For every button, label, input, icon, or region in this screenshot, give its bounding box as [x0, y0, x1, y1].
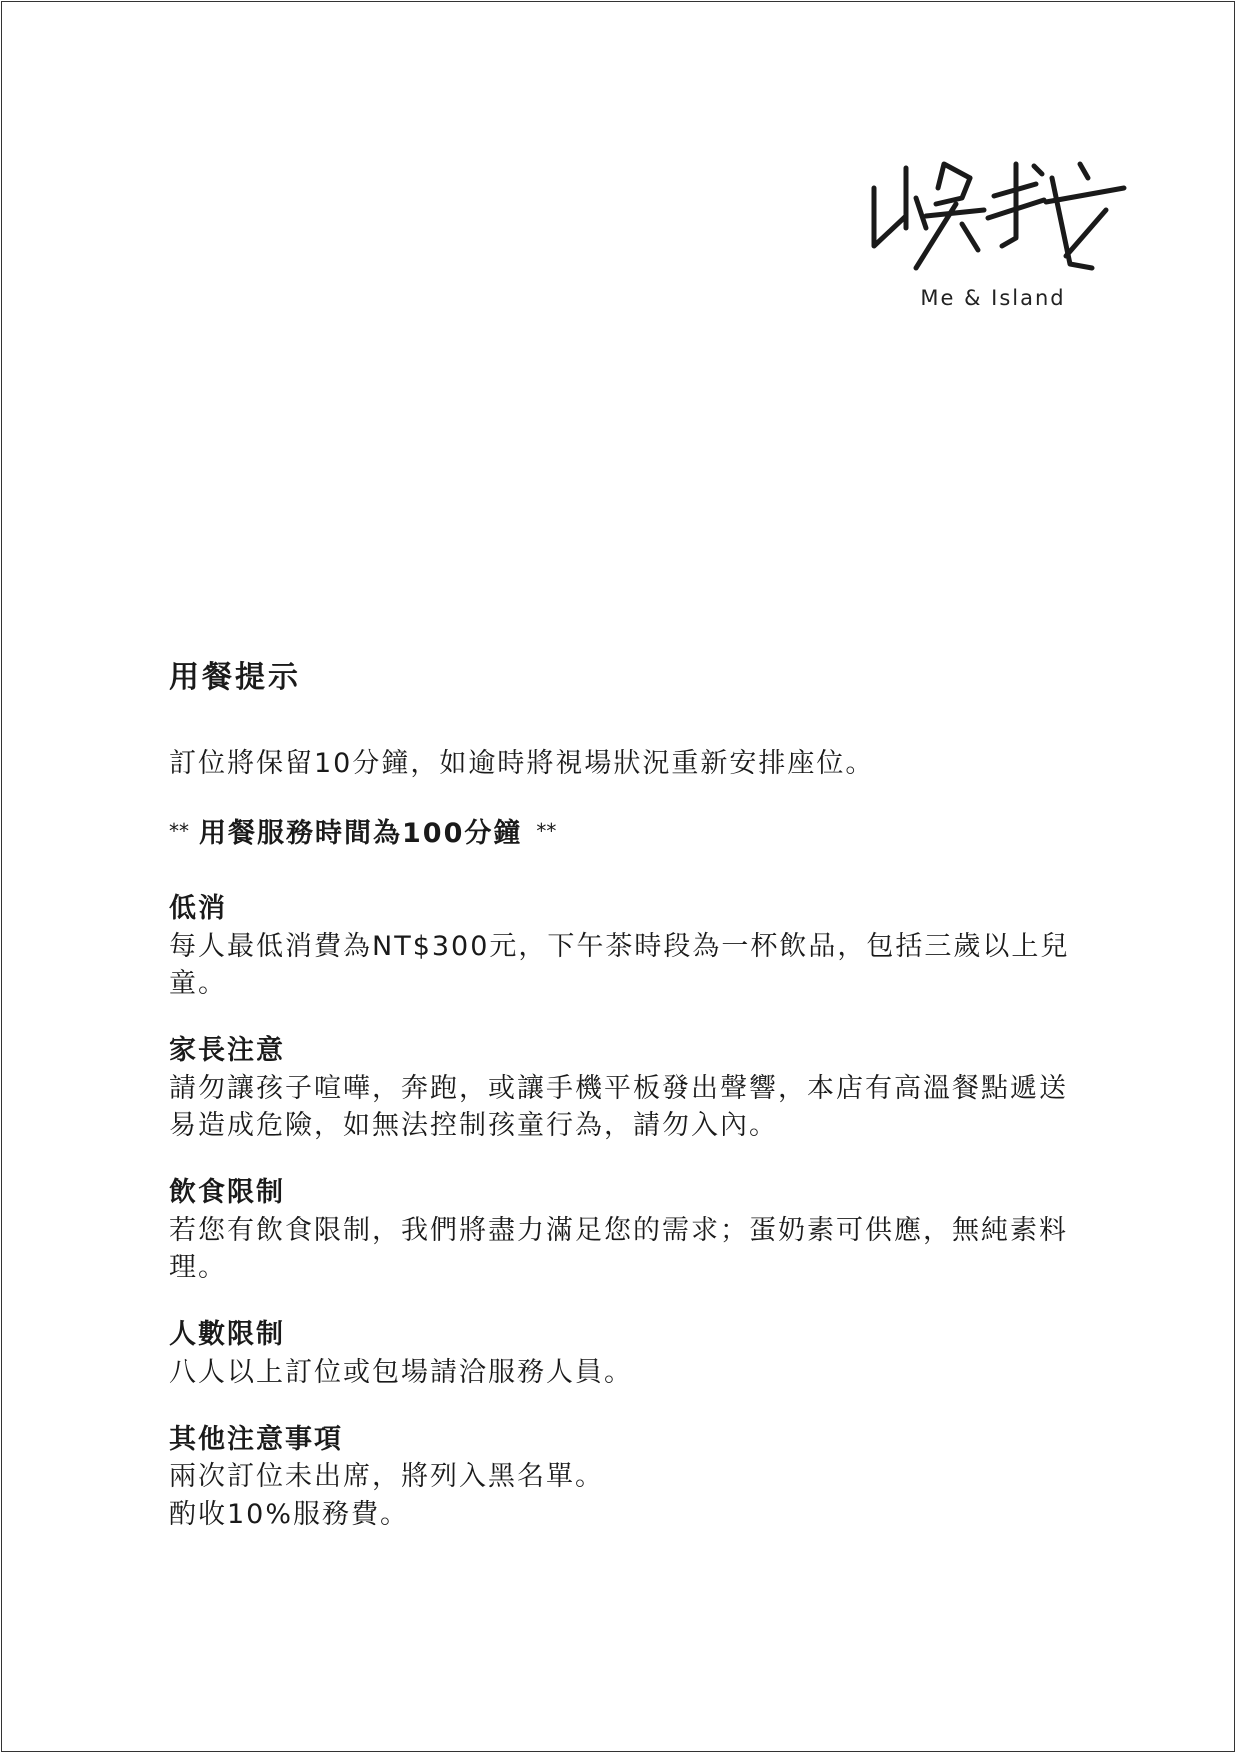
- reservation-intro: 訂位將保留10分鐘，如逾時將視場狀況重新安排座位。: [169, 748, 875, 779]
- brand-logo: [866, 158, 1132, 308]
- section-parent-notice: [169, 1033, 1129, 1145]
- service-time-highlight: [169, 816, 1129, 851]
- section-body: 八人以上訂位或包場請洽服務人員。: [169, 1356, 633, 1388]
- section-heading: 家長注意: [169, 1035, 285, 1067]
- section-body: 兩次訂位未出席，將列入黑名單。 酌收10%服務費。: [169, 1460, 604, 1530]
- section-body: 若您有飲食限制，我們將盡力滿足您的需求；蛋奶素可供應，無純素料 理。: [169, 1214, 1068, 1284]
- highlight-text: 用餐服務時間為100分鐘: [199, 818, 523, 850]
- section-heading: 其他注意事項: [169, 1423, 343, 1455]
- me-and-island-logo-icon: [866, 158, 1132, 278]
- highlight-prefix: **: [169, 819, 189, 844]
- logo-wordmark: Me & Island: [920, 286, 1066, 310]
- section-heading: 人數限制: [169, 1319, 285, 1351]
- section-minimum-spend: [169, 891, 1129, 1003]
- section-other-notes: [169, 1422, 1129, 1534]
- section-body: 請勿讓孩子喧嘩，奔跑，或讓手機平板發出聲響，本店有高溫餐點遞送 易造成危險，如無法控制孩童行為，請勿入內。: [169, 1072, 1068, 1142]
- page-title: 用餐提示: [169, 660, 301, 695]
- highlight-suffix: **: [536, 819, 557, 844]
- dining-notice: [169, 660, 1129, 1564]
- section-party-size: [169, 1317, 1129, 1391]
- section-heading: 飲食限制: [169, 1177, 285, 1209]
- section-dietary-restrictions: [169, 1175, 1129, 1287]
- section-body: 每人最低消費為NT$300元，下午茶時段為一杯飲品，包括三歲以上兒 童。: [169, 930, 1070, 1000]
- section-heading: 低消: [169, 893, 227, 925]
